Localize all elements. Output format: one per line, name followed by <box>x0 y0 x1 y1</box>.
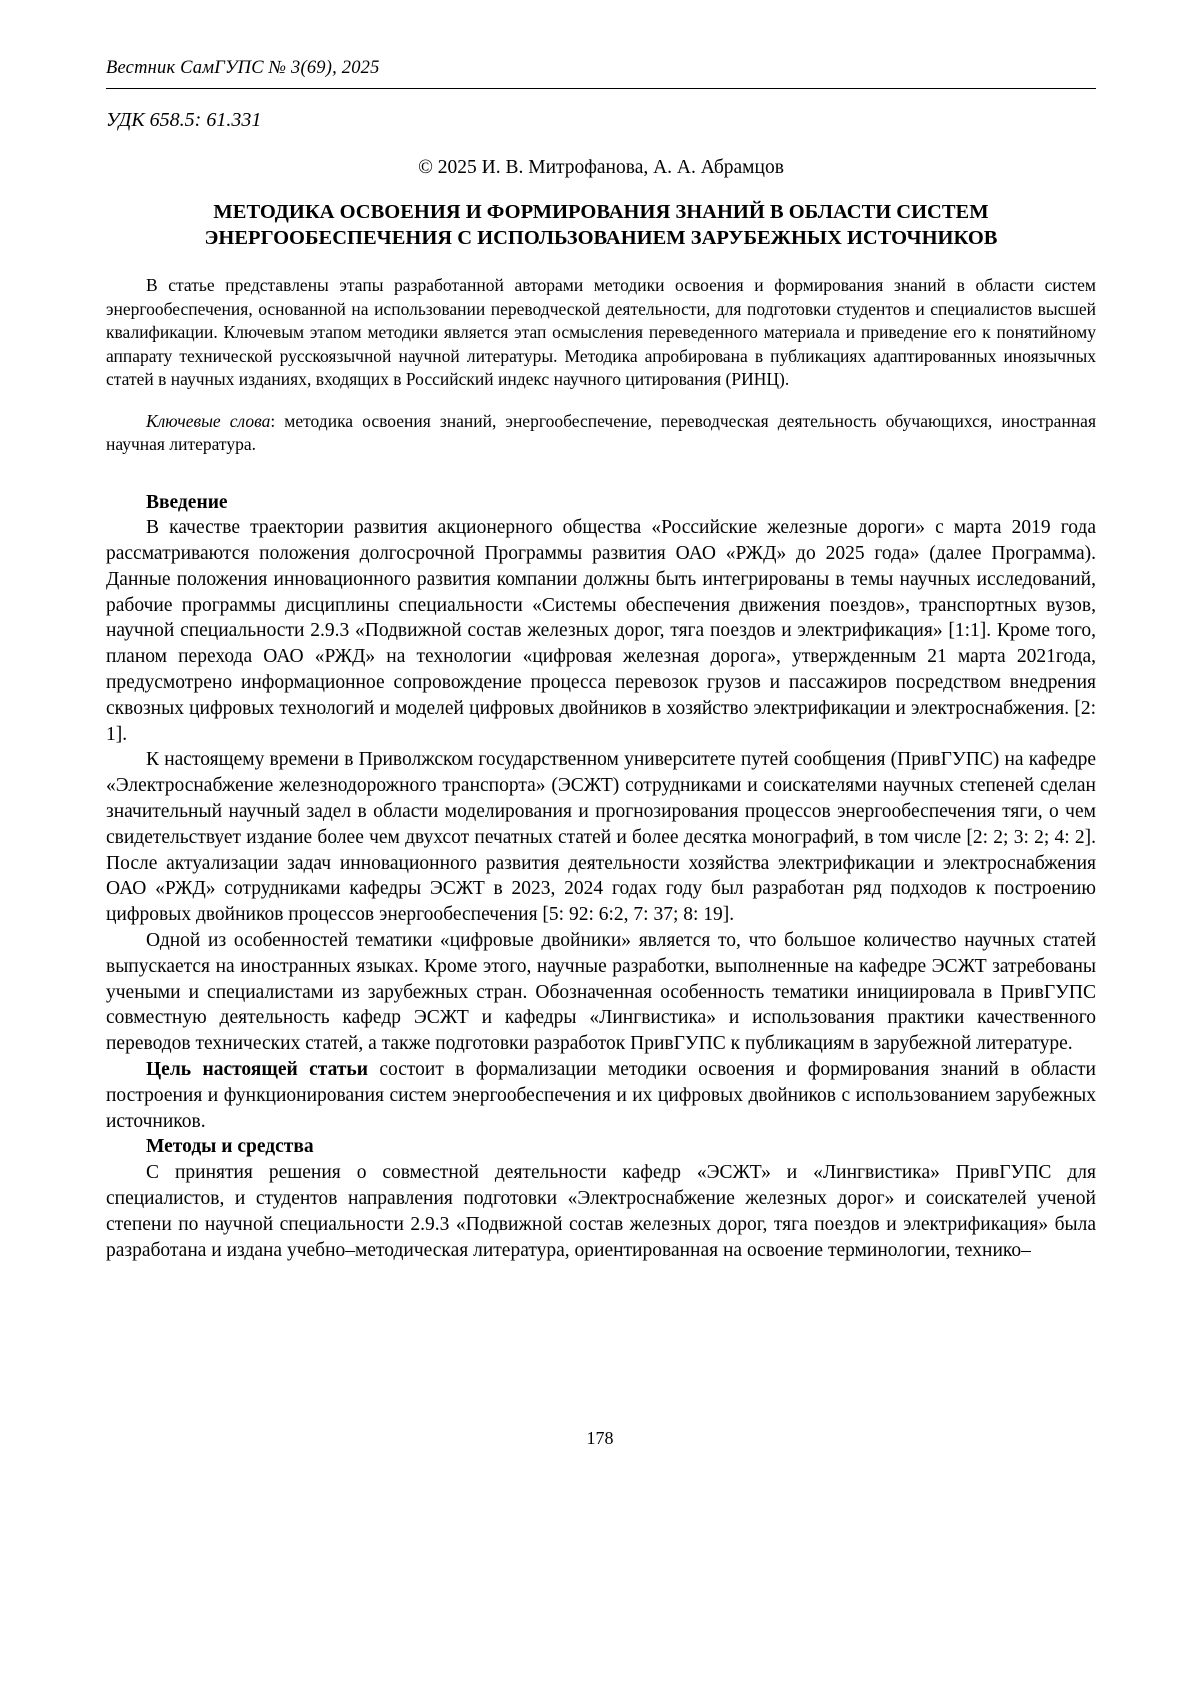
intro-paragraph-2: К настоящему времени в Приволжском государственном университете путей сообщения (ПривГУПС) на кафедре «Электроснабжение железнодорожного транспорта» (ЭСЖТ) сотрудниками и соискателями научных степеней сделан значительный научный задел в области моделирования и прогнозирования процессов энергообеспечения тяги, о чем свидетельствует издание более чем двухсот печатных статей и более десятка монографий, в том числе [2: 2; 3: 2; 4: 2]. После актуализации задач инновационного развития деятельности хозяйства электрификации и электроснабжения ОАО «РЖД» сотрудниками кафедры ЭСЖТ в 2023, 2024 годах году был разработан ряд подходов к построению цифровых двойников процессов энергообеспечения [5: 92: 6:2, 7: 37; 8: 19]. <box>106 749 1096 926</box>
goal-lead: Цель настоящей статьи <box>146 1059 368 1081</box>
abstract-text: В статье представлены этапы разработанной авторами методики освоения и формирования знаний в области систем энергообеспечения, основанной на использовании переводческой деятельности, для подготовки студентов и специалистов высшей квалификации. Ключевым этапом методики является этап осмысления переведенного материала и приведение его к понятийному аппарату технической русскоязычной научной литературы. Методика апробирована в публикациях адаптированных иноязычных статей в научных изданиях, входящих в Российский индекс научного цитирования (РИНЦ). <box>106 275 1096 389</box>
keywords-paragraph <box>106 410 1096 457</box>
goal-text: состоит в формализации методики освоения и формирования знаний в области построения и функционирования систем энергообеспечения и их цифровых двойников с использованием зарубежных источников. <box>106 1059 1096 1132</box>
keywords-label: Ключевые слова <box>146 410 271 431</box>
page-number: 178 <box>586 1428 614 1448</box>
copyright-authors: © 2025 И. В. Митрофанова, А. А. Абрамцов <box>418 157 784 178</box>
section-heading-introduction: Введение <box>146 491 228 513</box>
article-title: МЕТОДИКА ОСВОЕНИЯ И ФОРМИРОВАНИЯ ЗНАНИЙ В ОБЛАСТИ СИСТЕМ ЭНЕРГООБЕСПЕЧЕНИЯ С ИСПОЛЬЗОВАНИЕМ ЗАРУБЕЖНЫХ ИСТОЧНИКОВ <box>204 201 998 249</box>
section-heading-methods: Методы и средства <box>146 1136 314 1158</box>
journal-header: Вестник СамГУПС № 3(69), 2025 <box>106 58 1096 89</box>
methods-paragraph-1: С принятия решения о совместной деятельности кафедр «ЭСЖТ» и «Лингвистика» ПривГУПС для специалистов, и студентов направления подготовки «Электроснабжение железных дорог» и соискателей ученой степени по научной специальности 2.9.3 «Подвижной состав железных дорог, тяга поездов и электрификация» была разработана и издана учебно–методическая литература, ориентированная на освоение терминологии, технико– <box>106 1162 1096 1261</box>
intro-paragraph-3: Одной из особенностей тематики «цифровые двойники» является то, что большое количество научных статей выпускается на иностранных языках. Кроме этого, научные разработки, выполненные на кафедре ЭСЖТ затребованы учеными и специалистами из зарубежных стран. Обозначенная особенность тематики инициировала в ПривГУПС совместную деятельность кафедр ЭСЖТ и кафедры «Лингвистика» и использования практики качественного переводов технических статей, а также подготовки разработок ПривГУПС к публикациям в зарубежной литературе. <box>106 930 1096 1055</box>
abstract-block <box>106 274 1096 457</box>
article-body <box>106 490 1096 1264</box>
keywords-text: : методика освоения знаний, энергообеспечение, переводческая деятельность обучающихся, иностранная научная литература. <box>106 410 1096 454</box>
intro-paragraph-1: В качестве траектории развития акционерного общества «Российские железные дороги» с марта 2019 года рассматриваются положения долгосрочной Программы развития ОАО «РЖД» до 2025 года» (далее Программа). Данные положения инновационного развития компании должны быть интегрированы в темы научных исследований, рабочие программы дисциплины специальности «Системы обеспечения движения поездов», транспортных вузов, научной специальности 2.9.3 «Подвижной состав железных дорог, тяга поездов и электрификация» [1:1]. Кроме того, планом перехода ОАО «РЖД» на технологии «цифровая железная дорога», утвержденным 21 марта 2021года, предусмотрено информационное сопровождение процесса перевозок грузов и пассажиров посредством внедрения сквозных цифровых технологий и моделей цифровых двойников в хозяйство электрификации и электроснабжения. [2: 1]. <box>106 517 1096 745</box>
udk-code: УДК 658.5: 61.331 <box>106 109 262 131</box>
goal-paragraph <box>106 1057 1096 1134</box>
